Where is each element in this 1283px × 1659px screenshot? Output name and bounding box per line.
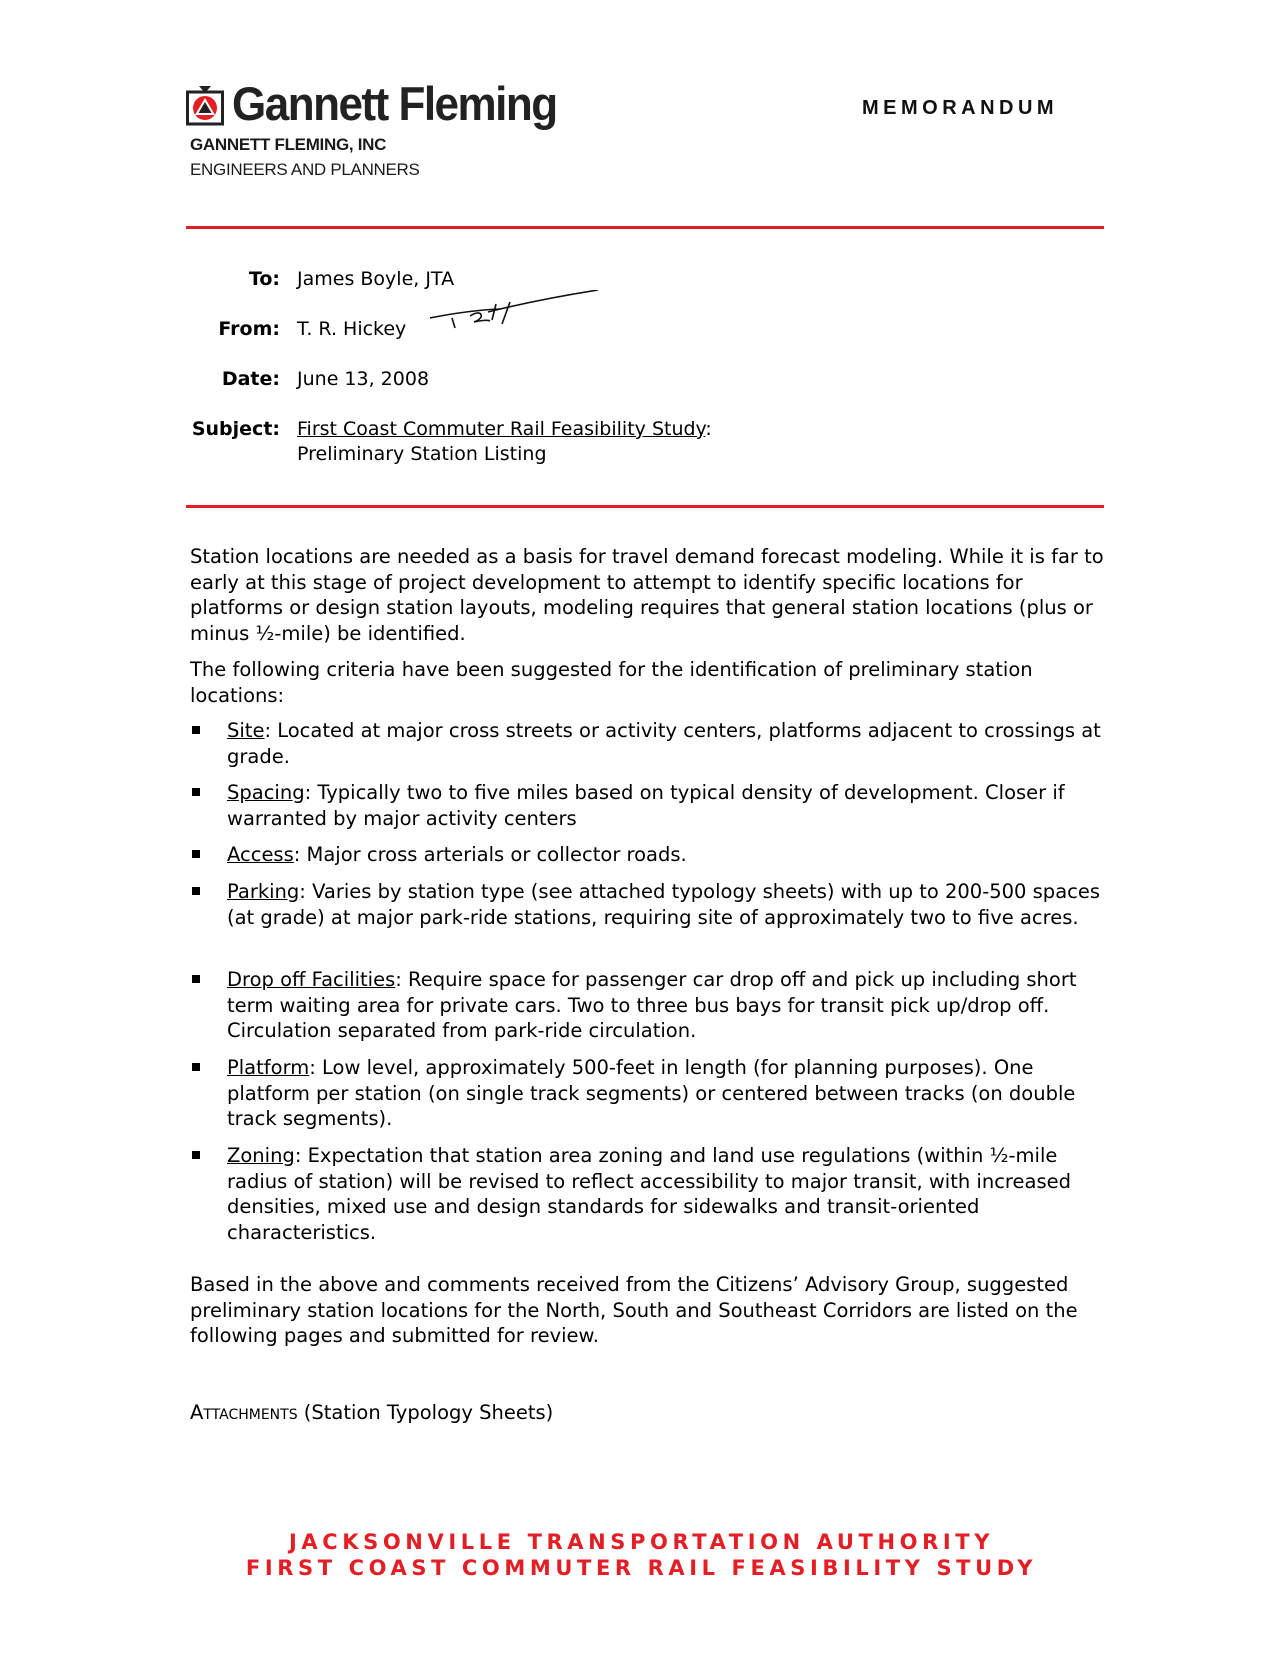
criteria-description: : Varies by station type (see attached typology sheets) with up to 200-500 spaces (at grade) at major park-ride stations, requiring site of approximately two to five acres. [227, 880, 1101, 929]
footer-agency-name: JACKSONVILLE TRANSPORTATION AUTHORITY [288, 1530, 995, 1554]
company-logo [186, 80, 566, 142]
criteria-description: : Located at major cross streets or activity centers, platforms adjacent to crossings at grade. [227, 719, 1101, 768]
criteria-term: Spacing [227, 781, 305, 804]
attachments-note [190, 1400, 553, 1426]
criteria-term: Zoning [227, 1144, 295, 1167]
criteria-description: : Major cross arterials or collector roads. [293, 843, 687, 866]
criteria-term: Access [227, 843, 294, 866]
bullet-marker [192, 1063, 200, 1071]
criteria-description: : Low level, approximately 500-feet in length (for planning purposes). One platform per station (on single track segments) or centered between tracks (on double track segments). [227, 1056, 1076, 1130]
criteria-item-platform [227, 1055, 1117, 1132]
criteria-item-drop-off-facilities [227, 967, 1117, 1044]
footer-study-name: FIRST COAST COMMUTER RAIL FEASIBILITY STUDY [245, 1556, 1038, 1580]
subject-line-1 [297, 418, 712, 440]
bullet-marker [192, 887, 200, 895]
bullet-marker [192, 726, 200, 734]
criteria-description: : Require space for passenger car drop off and pick up including short term waiting area for private cars. Two to three bus bays for transit pick up/drop off. Circulation separated from park-ride circulation. [227, 968, 1077, 1042]
criteria-item-site [227, 718, 1117, 769]
to-value: James Boyle, JTA [297, 268, 455, 290]
bullet-marker [192, 788, 200, 796]
criteria-intro-paragraph: The following criteria have been suggested for the identification of preliminary station locations: [190, 658, 1033, 707]
criteria-term: Site [227, 719, 265, 742]
criteria-item-zoning [227, 1143, 1117, 1245]
subject-colon: : [705, 418, 712, 440]
bullet-marker [192, 1151, 200, 1159]
criteria-description: : Expectation that station area zoning and land use regulations (within ½-mile radius of station) will be revised to reflect accessibility to major transit, with increased densities, mixed use and design standards for sidewalks and transit-oriented characteristics. [227, 1144, 1071, 1244]
date-label: Date: [221, 368, 280, 390]
document-type-title: MEMORANDUM [862, 97, 1059, 119]
subject-line-2: Preliminary Station Listing [297, 443, 547, 465]
from-label: From: [218, 318, 280, 340]
company-name: GANNETT FLEMING, INC [190, 135, 387, 154]
criteria-term: Platform [227, 1056, 310, 1079]
subject-label: Subject: [191, 418, 280, 440]
attachments-description: (Station Typology Sheets) [297, 1401, 554, 1424]
criteria-item-parking [227, 879, 1117, 930]
date-value: June 13, 2008 [297, 368, 430, 390]
logo-wordmark: Gannett Fleming [232, 78, 557, 131]
criteria-term: Parking [227, 880, 300, 903]
to-label: To: [248, 268, 280, 290]
handwritten-initials-signature [430, 290, 610, 350]
criteria-description: : Typically two to five miles based on typical density of development. Closer if warranted by major activity centers [227, 781, 1065, 830]
company-tagline: ENGINEERS AND PLANNERS [190, 160, 420, 179]
closing-paragraph: Based in the above and comments received from the Citizens’ Advisory Group, suggested preliminary station locations for the North, South and Southeast Corridors are listed on the following pages and submitted for review. [190, 1273, 1078, 1347]
criteria-item-spacing [227, 780, 1117, 831]
bullet-marker [192, 850, 200, 858]
bullet-marker [192, 975, 200, 983]
from-value: T. R. Hickey [297, 318, 407, 340]
subject-study-title: First Coast Commuter Rail Feasibility Study [297, 418, 706, 440]
header-divider-top [186, 226, 1104, 229]
header-divider-bottom [186, 505, 1104, 508]
attachments-label: Attachments [190, 1401, 298, 1424]
criteria-term: Drop off Facilities [227, 968, 396, 991]
gannett-fleming-logo-icon [186, 86, 224, 126]
intro-paragraph: Station locations are needed as a basis for travel demand forecast modeling. While it is far to early at this stage of project development to attempt to identify specific locations for platforms or design station layouts, modeling requires that general station locations (plus or minus ½-mile) be identified. [190, 545, 1104, 645]
criteria-item-access [227, 842, 1117, 868]
